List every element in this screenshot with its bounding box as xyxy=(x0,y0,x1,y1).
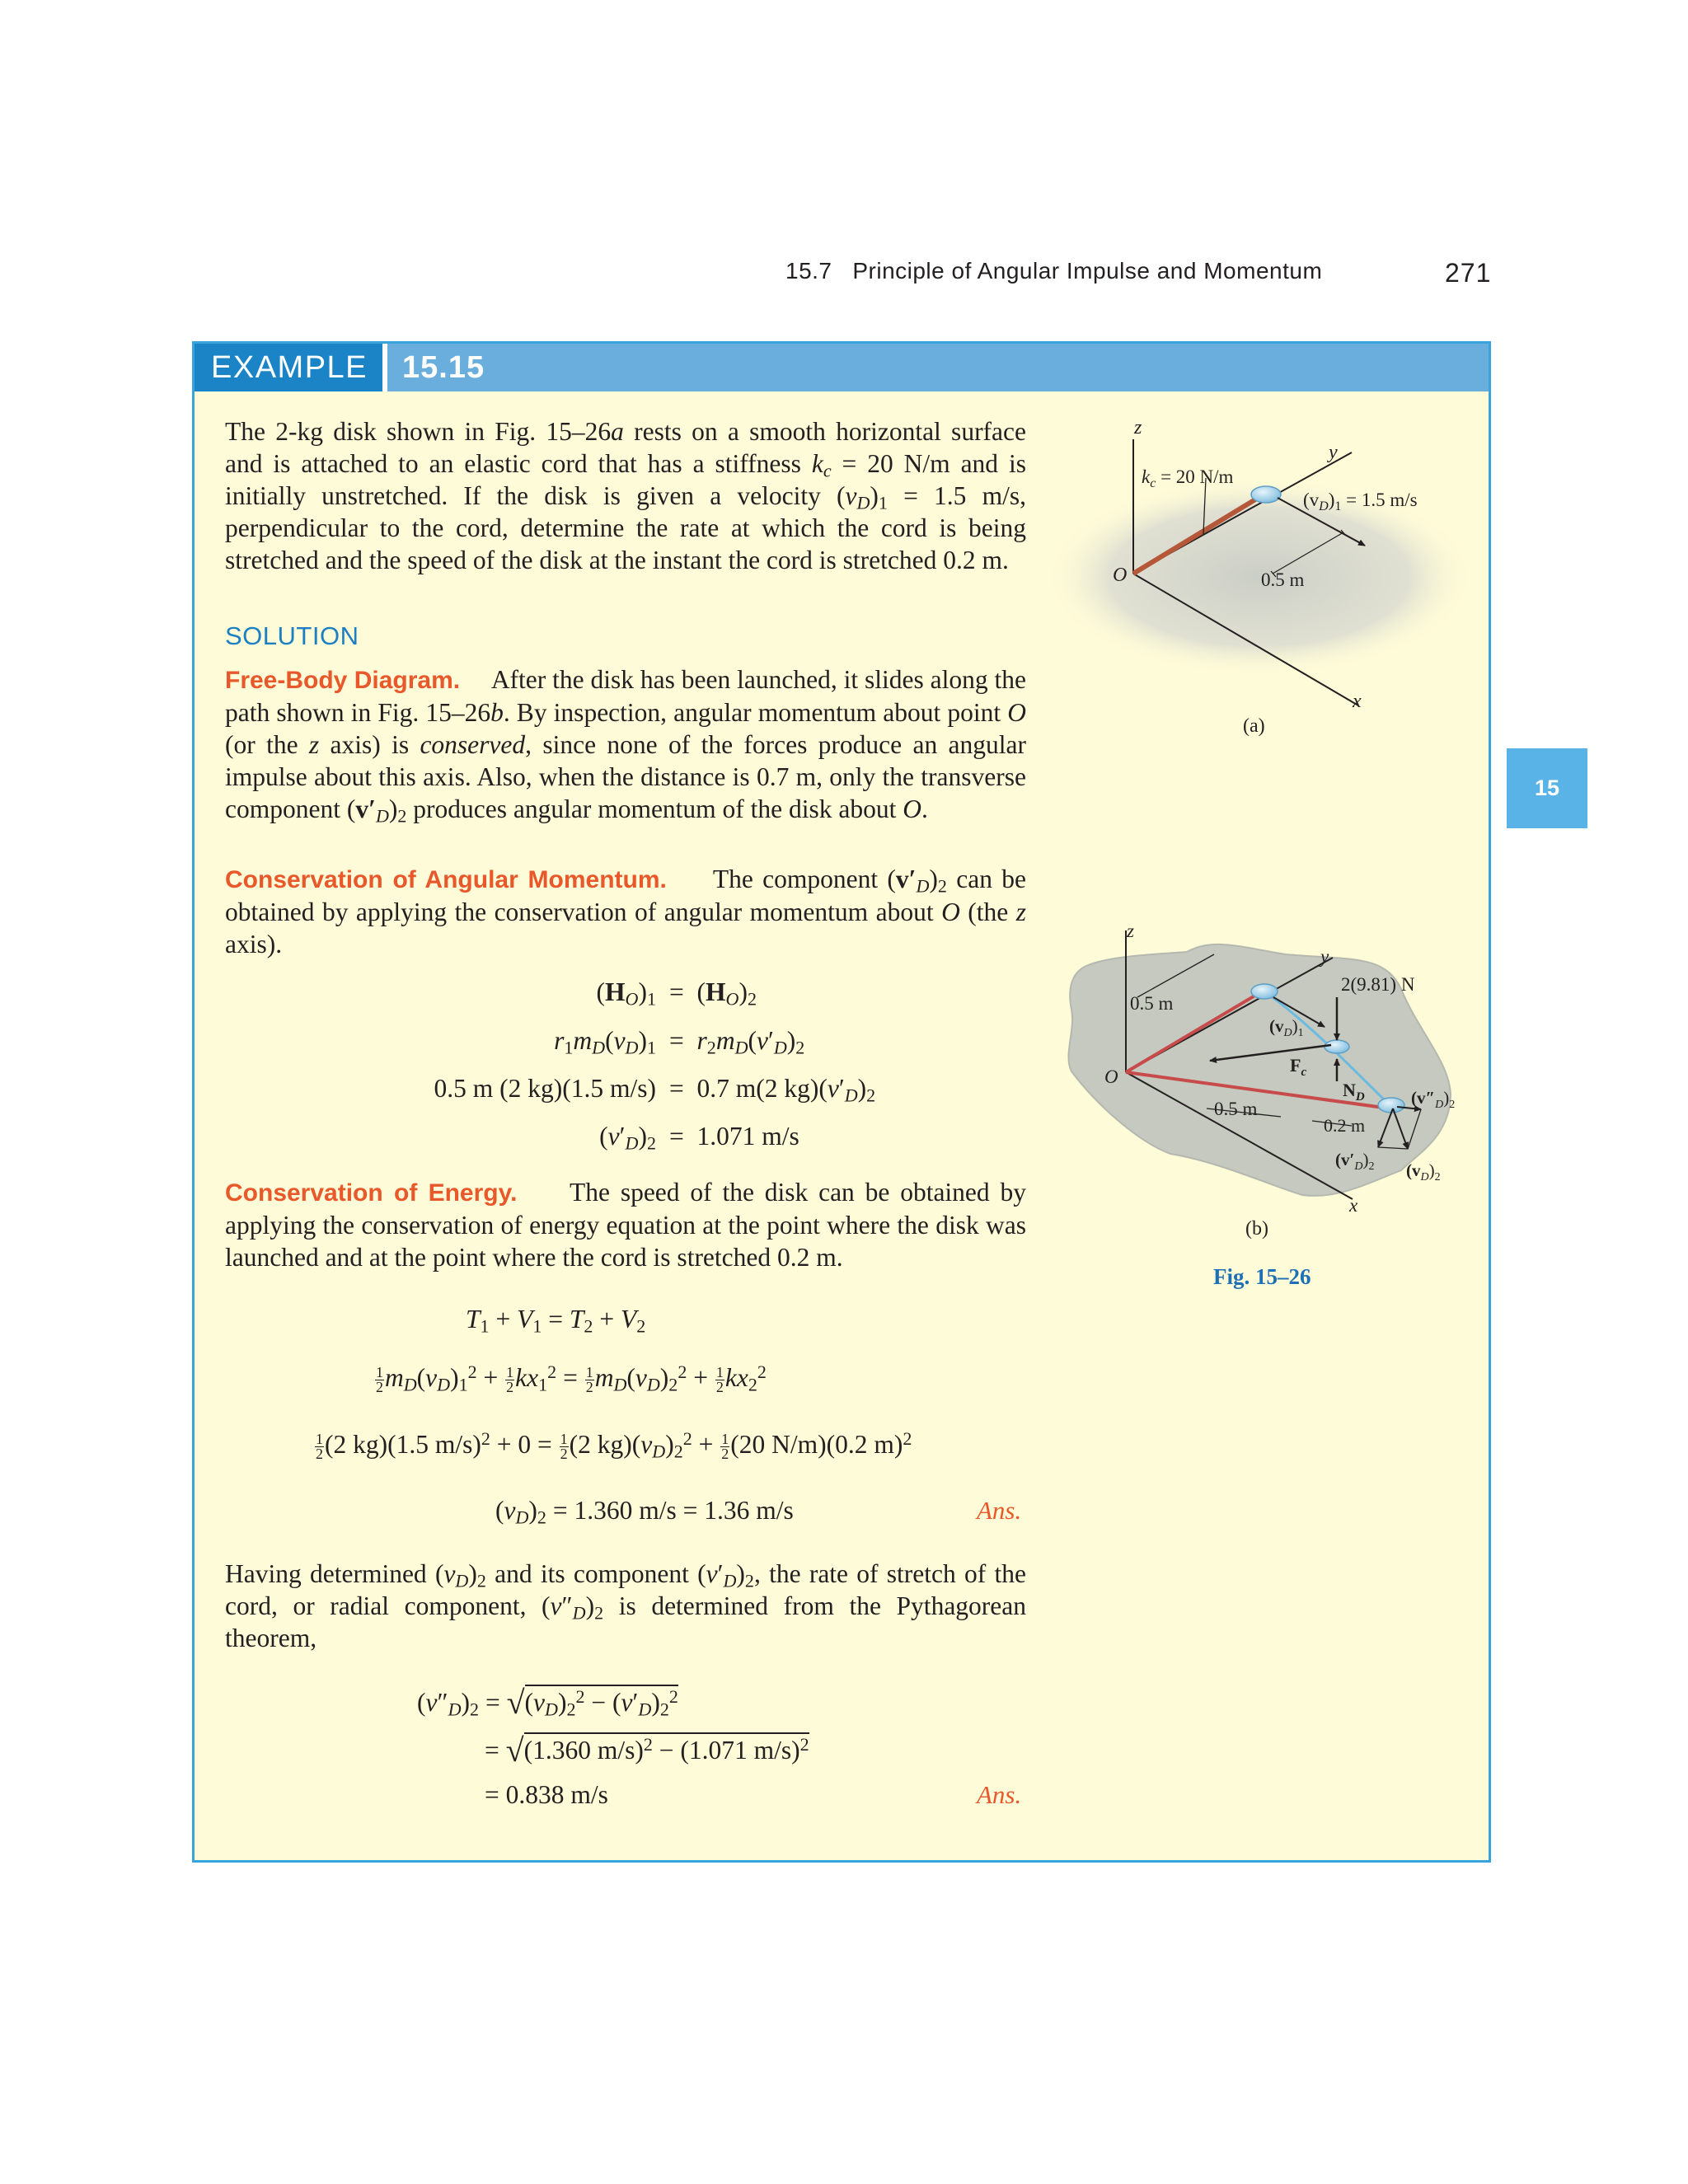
am-eq1-lhs: $(H_O)_1$ xyxy=(596,977,656,1010)
y-label-a: y xyxy=(1329,442,1338,463)
origin-label-a: O xyxy=(1113,565,1128,586)
dist-bottom-label: 0.5 m xyxy=(1214,1099,1258,1119)
vp-label: $(v'_D)_2$ xyxy=(1335,1150,1375,1173)
pyth-eq2: = √(1.360 m/s)$^2$ − (1.071 m/s)$^2$ xyxy=(485,1732,809,1769)
example-number: 15.15 xyxy=(402,350,485,385)
page-number: 271 xyxy=(1445,258,1492,288)
answer-speed: Ans. xyxy=(977,1496,1022,1525)
velocity-label-a: $(v_D)_1 = 1.5$ m/s xyxy=(1303,490,1418,513)
stretch-label: 0.2 m xyxy=(1324,1115,1366,1136)
energy-eq1: $T_1 + V_1 = T_2 + V_2$ xyxy=(466,1305,646,1337)
x-label-b: x xyxy=(1349,1195,1358,1216)
figure-caption: Fig. 15–26 xyxy=(1213,1264,1311,1289)
x-label-a: x xyxy=(1353,691,1362,712)
y-label-b: y xyxy=(1320,946,1329,967)
caption-a: (a) xyxy=(1243,715,1265,737)
cam-heading: Conservation of Angular Momentum. xyxy=(225,866,667,893)
normal-label: $N_D$ xyxy=(1343,1080,1365,1104)
dist-top-label: 0.5 m xyxy=(1130,993,1174,1014)
fbd-heading: Free-Body Diagram. xyxy=(225,667,461,694)
v2-label-b: $(v_D)_2$ xyxy=(1406,1160,1441,1183)
am-eq3-lhs: 0.5 m (2 kg)(1.5 m/s) xyxy=(434,1074,656,1103)
am-eq4-lhs: $(v'_D)_2$ xyxy=(599,1122,656,1154)
disk-b-mid xyxy=(1325,1040,1349,1053)
example-label: EXAMPLE xyxy=(195,344,382,391)
figure-b xyxy=(1068,921,1455,1289)
coe-paragraph: Conservation of Energy. The speed of the disk can be obtained by applying the conservation of energy equation at the point where the disk was launched and at the point where the cord is stretched 0.2 m. xyxy=(225,1178,1026,1272)
force-label: $F_c$ xyxy=(1290,1055,1307,1079)
chapter-tab[interactable]: 15 xyxy=(1507,748,1587,828)
am-eq1-rhs: = $(H_O)_2$ xyxy=(669,977,757,1010)
z-label-a: z xyxy=(1134,417,1142,438)
pyth-eq3: = 0.838 m/s xyxy=(485,1780,608,1809)
caption-b: (b) xyxy=(1245,1218,1268,1240)
section-title: Principle of Angular Impulse and Momentum xyxy=(852,258,1323,284)
coe-heading: Conservation of Energy. xyxy=(225,1179,518,1207)
pyth-eq1: $(v''_D)_2 = √(v_D)_2^2 - (v'_D)_2^2$ xyxy=(417,1684,678,1721)
am-eq3-rhs: = 0.7 m(2 $kg)(v'_D)_2$ xyxy=(669,1074,876,1106)
am-eq2-rhs: = $r_2m_D(v'_D)_2$ xyxy=(669,1026,805,1058)
am-eq2-lhs: $r_1m_D(v_D)_1$ xyxy=(554,1026,656,1058)
stretch-paragraph: Having determined $(v_D)_2$ and its component $(v'_D)_2$, the rate of stretch of the cord, or radial component, $(v''_D)_2$ is determined from the Pythagorean theorem, xyxy=(225,1559,1026,1652)
energy-eq2: $\frac{1}{2}$ $m_D(v_D)_1^2$ + $\frac{1}{2}$ $kx_1^2$ = $\frac{1}{2}$ $m_D(v_D)_2^2$ + $\frac{1}{2}$ $kx_2^2$ xyxy=(376,1361,767,1396)
disk-a xyxy=(1251,486,1281,503)
fbd-paragraph: Free-Body Diagram. After the disk has been launched, it slides along the path shown in Fig. 15–26b. By inspection, angular momentum about point O (or the z axis) is conserved, since none of the forces produce an angular impulse about this axis. Also, when the distance is 0.7 m, only the transverse component $(v'_D)_2$ produces angular momentum of the disk about O. xyxy=(225,665,1027,827)
z-label-b: z xyxy=(1127,921,1134,941)
origin-label-b: O xyxy=(1104,1066,1118,1087)
cam-paragraph: Conservation of Angular Momentum. The component $(v'_D)_2$ can be obtained by applying the conservation of angular momentum about O (the z axis). xyxy=(225,865,1027,958)
weight-label: 2(9.81) N xyxy=(1341,974,1415,995)
am-eq4-rhs: = 1.071 m/s xyxy=(669,1122,799,1151)
distance-label-a: 0.5 m xyxy=(1261,569,1305,590)
vpp-label: $(v''_D)_2$ xyxy=(1411,1088,1456,1111)
disk-b-initial xyxy=(1251,984,1278,999)
answer-stretch-rate: Ans. xyxy=(977,1780,1022,1809)
solution-heading: SOLUTION xyxy=(225,621,359,650)
energy-eq4: $(v_D)_2 = 1.360$ m/s = 1.36 m/s xyxy=(495,1496,794,1528)
disk-b-final xyxy=(1378,1098,1404,1113)
section-number: 15.7 xyxy=(785,258,832,284)
problem-statement: The 2-kg disk shown in Fig. 15–26a rests on a smooth horizontal surface and is attached to an elastic cord that has a stiffness $k_c = 20$ N/m and is initially unstretched. If the disk is given a velocity $(v_D)_1 = 1.5$ m/s, perpendicular to the cord, determine the rate at which the cord is being stretched and the speed of the disk at the instant the cord is stretched 0.2 m. xyxy=(225,417,1026,574)
figure-a xyxy=(1045,417,1474,737)
stiffness-label-a: $k_c = 20$ N/m xyxy=(1142,466,1234,490)
v1-label-b: $(v_D)_1$ xyxy=(1269,1016,1304,1039)
energy-eq3: $\frac{1}{2}$ (2 kg)(1.5 m/s)$^2$ + 0 = $\frac{1}{2}$ (2 $kg)(v_D)_2^2$ + $\frac{1}{2}$ (20 N/m)(0.2 m)$^2$ xyxy=(316,1428,912,1463)
